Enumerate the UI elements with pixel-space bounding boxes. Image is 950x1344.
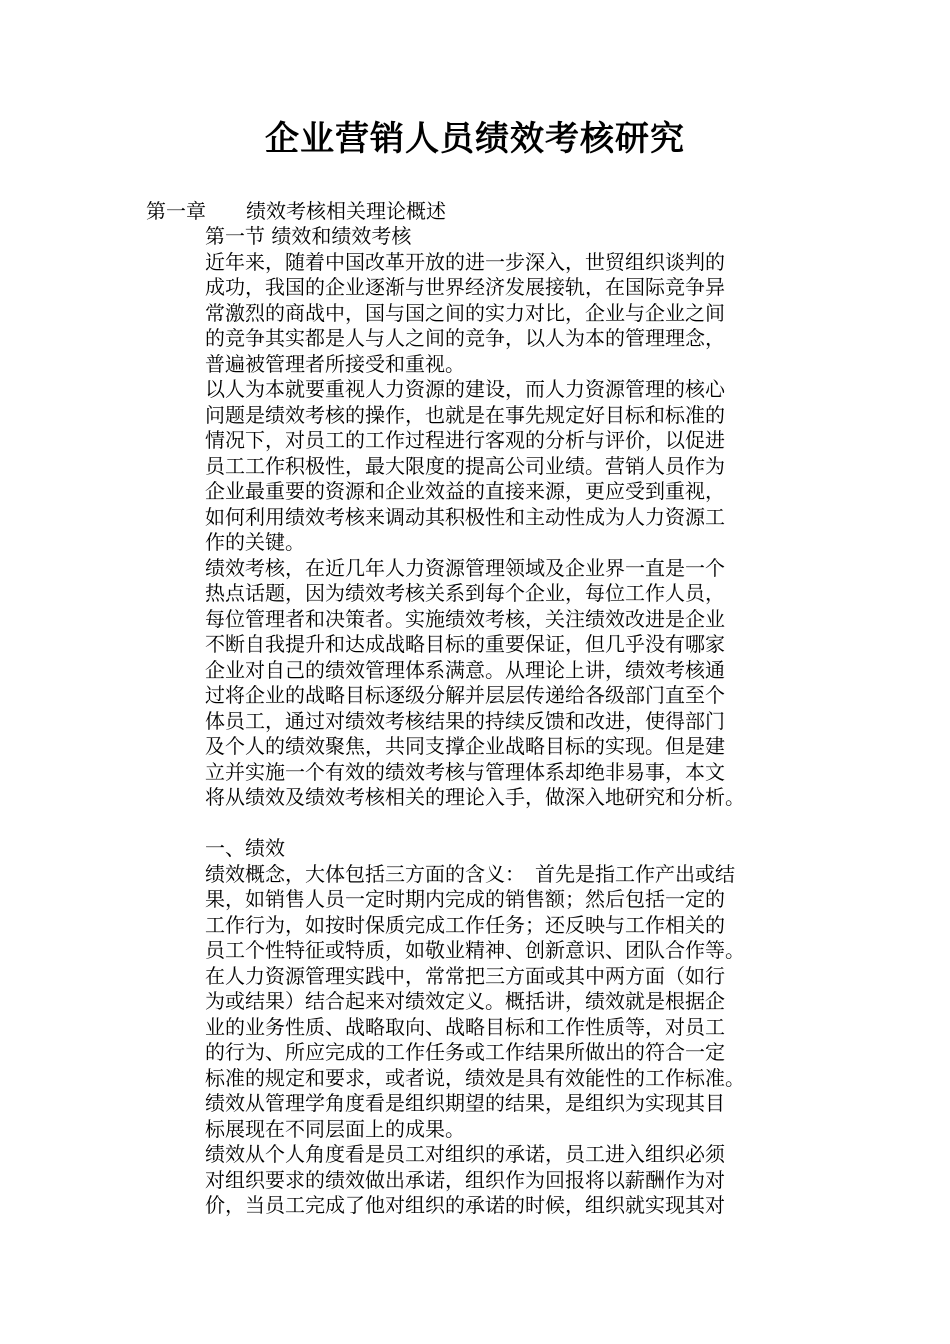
paragraph-line: 业的业务性质、战略取向、战略目标和工作性质等，对员工 [205,1014,725,1039]
paragraph-3 [205,556,821,811]
document-body [205,224,821,1219]
paragraph-line: 对组织要求的绩效做出承诺，组织作为回报将以薪酬作为对 [205,1167,725,1192]
paragraph-line: 绩效从个人角度看是员工对组织的承诺，员工进入组织必须 [205,1142,725,1166]
paragraph-line: 的竞争其实都是人与人之间的竞争，以人为本的管理理念， [205,326,725,350]
paragraph-4 [205,862,821,1092]
paragraph-line: 在人力资源管理实践中，常常把三方面或其中两方面（如行 [205,963,725,988]
paragraph-line: 普遍被管理者所接受和重视。 [205,351,465,376]
subheading: 一、绩效 [205,836,285,860]
paragraph-line: 体员工，通过对绩效考核结果的持续反馈和改进，使得部门 [205,708,725,733]
paragraph-line: 企业对自己的绩效管理体系满意。从理论上讲，绩效考核通 [205,657,725,682]
paragraph-line: 企业最重要的资源和企业效益的直接来源，更应受到重视， [205,479,725,503]
paragraph-line: 热点话题，因为绩效考核关系到每个企业，每位工作人员， [205,581,725,605]
paragraph-line: 标准的规定和要求，或者说，绩效是具有效能性的工作标准。 [205,1065,745,1090]
paragraph-line: 情况下，对员工的工作过程进行客观的分析与评价，以促进 [205,428,725,452]
paragraph-line: 工作行为，如按时保质完成工作任务；还反映与工作相关的 [205,912,725,937]
paragraph-6 [205,1142,821,1219]
paragraph-line: 立并实施一个有效的绩效考核与管理体系却绝非易事，本文 [205,759,725,784]
paragraph-line: 果，如销售人员一定时期内完成的销售额；然后包括一定的 [205,887,725,911]
paragraph-line: 价，当员工完成了他对组织的承诺的时候，组织就实现其对 [205,1193,725,1217]
paragraph-2 [205,377,821,556]
paragraph-line: 成功，我国的企业逐渐与世界经济发展接轨，在国际竞争异 [205,275,725,299]
paragraph-line: 不断自我提升和达成战略目标的重要保证，但几乎没有哪家 [205,632,725,656]
paragraph-line: 标展现在不同层面上的成果。 [205,1116,465,1141]
paragraph-line: 作的关键。 [205,530,305,554]
paragraph-line: 如何利用绩效考核来调动其积极性和主动性成为人力资源工 [205,504,725,529]
paragraph-line: 问题是绩效考核的操作，也就是在事先规定好目标和标准的 [205,402,725,427]
paragraph-line: 员工个性特征或特质，如敬业精神、创新意识、团队合作等。 [205,938,745,962]
paragraph-line: 绩效考核，在近几年人力资源管理领域及企业界一直是一个 [205,555,725,580]
paragraph-line: 及个人的绩效聚焦，共同支撑企业战略目标的实现。但是建 [205,734,725,758]
chapter-heading: 第一章 绩效考核相关理论概述 [146,199,446,223]
paragraph-line: 每位管理者和决策者。实施绩效考核，关注绩效改进是企业 [205,606,725,631]
paragraph-line: 的行为、所应完成的工作任务或工作结果所做出的符合一定 [205,1040,725,1064]
document-title: 企业营销人员绩效考核研究 [265,119,685,159]
paragraph-line: 将从绩效及绩效考核相关的理论入手，做深入地研究和分析。 [205,785,745,809]
paragraph-line: 员工工作积极性，最大限度的提高公司业绩。营销人员作为 [205,453,725,478]
section-heading: 第一节 绩效和绩效考核 [205,224,412,248]
paragraph-line: 绩效从管理学角度看是组织期望的结果，是组织为实现其目 [205,1091,725,1115]
paragraph-line: 常激烈的商战中，国与国之间的实力对比，企业与企业之间 [205,300,725,325]
paragraph-1 [205,250,821,378]
paragraph-line: 近年来，随着中国改革开放的进一步深入，世贸组织谈判的 [205,249,725,274]
paragraph-line: 绩效概念，大体包括三方面的含义： 首先是指工作产出或结 [205,861,735,886]
paragraph-5 [205,1091,821,1142]
paragraph-line: 以人为本就要重视人力资源的建设，而人力资源管理的核心 [205,377,725,401]
paragraph-line: 为或结果）结合起来对绩效定义。概括讲，绩效就是根据企 [205,989,725,1013]
paragraph-line: 过将企业的战略目标逐级分解并层层传递给各级部门直至个 [205,683,725,707]
blank-line [205,811,821,837]
